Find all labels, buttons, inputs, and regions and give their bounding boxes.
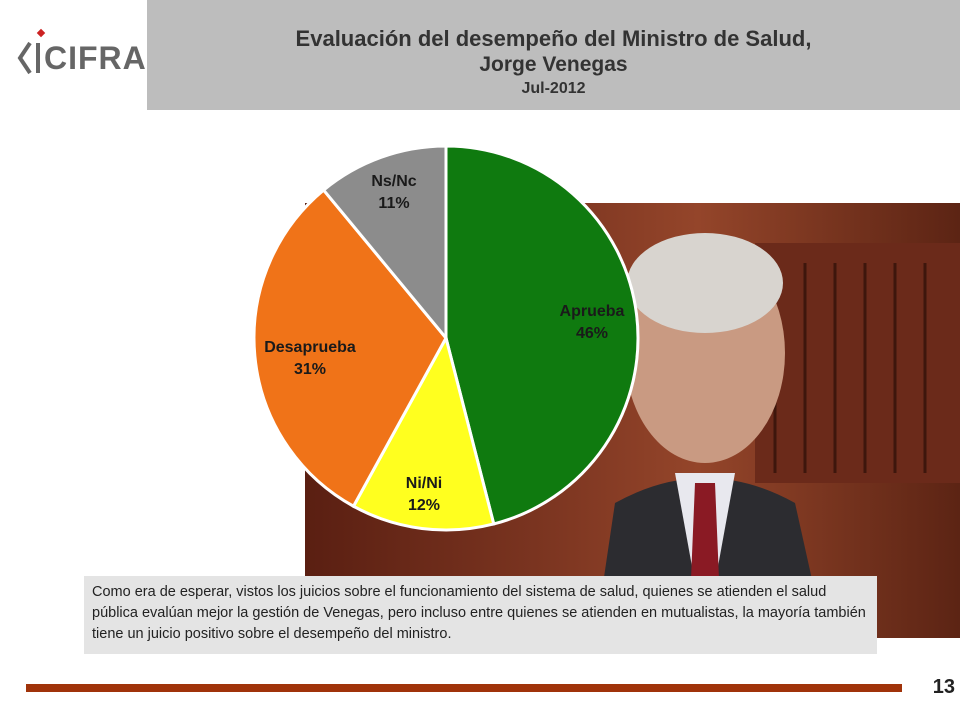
caption-text: Como era de esperar, vistos los juicios sobre el funcionamiento del sistema de salud, quienes se atienden el salud pública evalúan mejor la gestión de Venegas, pero incluso entre quienes se atienden en mutualistas, la mayoría también tiene un juicio positivo sobre el desempeño del ministro. — [84, 576, 877, 654]
page-title: Evaluación del desempeño del Ministro de Salud, — [295, 26, 812, 51]
slice-value-label: 46% — [575, 325, 609, 342]
date-label: Jul-2012 — [521, 80, 586, 97]
footer-bar — [26, 684, 902, 692]
slice-label: Ns/Nc — [371, 173, 417, 190]
slice-value-label: 31% — [293, 361, 327, 378]
slice-label: Desaprueba — [264, 339, 356, 356]
page-subtitle: Jorge Venegas — [479, 53, 628, 76]
page-number: 13 — [932, 676, 955, 698]
logo-text: CIFRA — [44, 40, 147, 76]
slice-value-label: 12% — [407, 497, 441, 514]
slice-value-label: 11% — [378, 195, 410, 212]
slice-label: Ni/Ni — [405, 475, 443, 492]
slice-label: Aprueba — [559, 303, 625, 320]
